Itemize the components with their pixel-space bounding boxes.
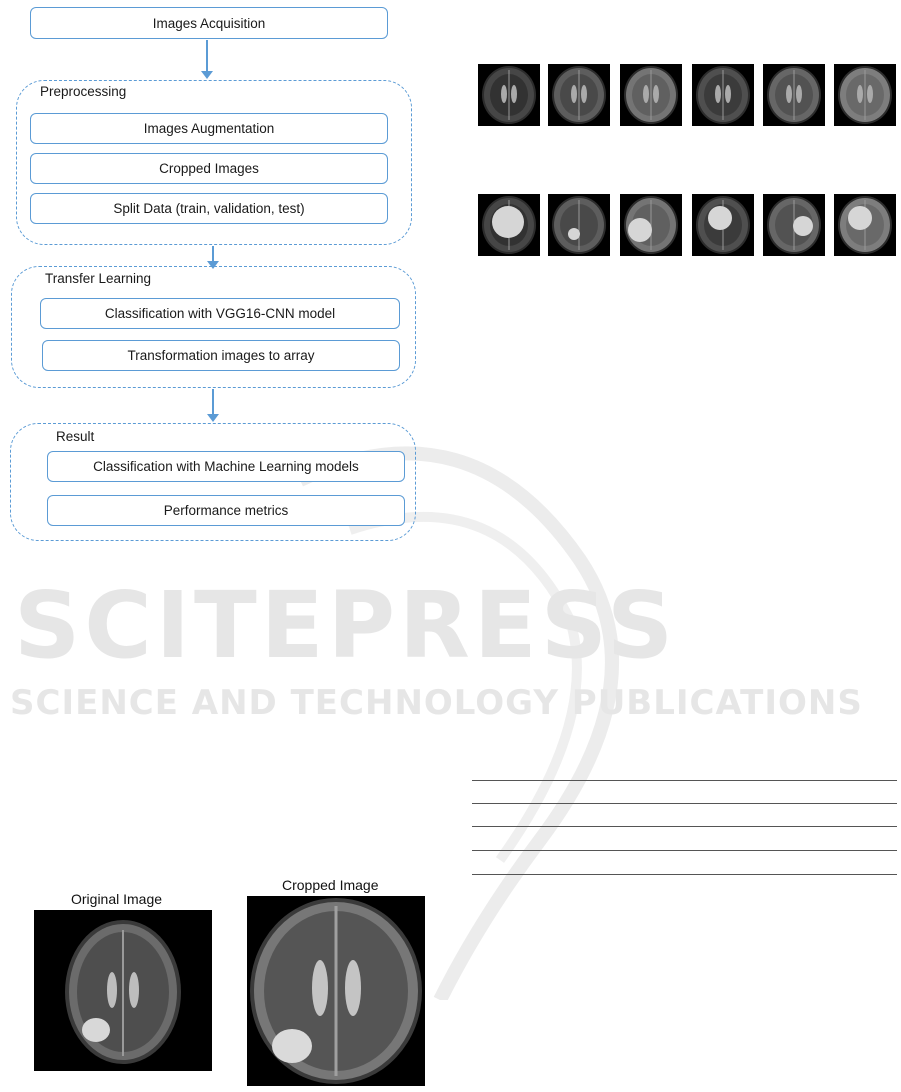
flow-step-transform-to-array: Transformation images to array [42, 340, 400, 371]
table-rule-bottom [472, 874, 897, 875]
flow-arrow-1 [206, 40, 208, 72]
mri-thumbnail-tumor [620, 194, 682, 256]
table-rule [472, 803, 897, 804]
flow-step-images-acquisition: Images Acquisition [30, 7, 388, 39]
flow-arrow-3 [212, 389, 214, 415]
mri-thumbnail-no-tumor [692, 64, 754, 126]
mri-thumbnail-tumor [763, 194, 825, 256]
group-label-result: Result [56, 429, 95, 444]
table-rule [472, 850, 897, 851]
mri-thumbnail-no-tumor [478, 64, 540, 126]
flow-step-performance-metrics: Performance metrics [47, 495, 405, 526]
mri-thumbnail-tumor [834, 194, 896, 256]
flow-step-images-augmentation: Images Augmentation [30, 113, 388, 144]
table-rule-top [472, 780, 897, 781]
mri-thumbnail-no-tumor [548, 64, 610, 126]
mri-thumbnail-tumor [692, 194, 754, 256]
group-label-transfer-learning: Transfer Learning [45, 271, 152, 286]
flow-arrow-2 [212, 246, 214, 262]
original-image-caption: Original Image [71, 891, 163, 907]
mri-thumbnail-tumor [478, 194, 540, 256]
flow-step-split-data: Split Data (train, validation, test) [30, 193, 388, 224]
table-rule [472, 826, 897, 827]
flow-step-vgg16-classification: Classification with VGG16-CNN model [40, 298, 400, 329]
mri-thumbnail-no-tumor [834, 64, 896, 126]
flow-step-ml-classification: Classification with Machine Learning models [47, 451, 405, 482]
group-label-preprocessing: Preprocessing [40, 84, 127, 99]
cropped-mri-image [247, 896, 425, 1086]
mri-thumbnail-no-tumor [763, 64, 825, 126]
watermark-title: SCITEPRESS [14, 572, 678, 679]
mri-thumbnail-no-tumor [620, 64, 682, 126]
watermark-subtitle: SCIENCE AND TECHNOLOGY PUBLICATIONS [10, 683, 863, 723]
cropped-image-caption: Cropped Image [282, 877, 379, 893]
flow-step-cropped-images: Cropped Images [30, 153, 388, 184]
original-mri-image [34, 910, 212, 1071]
mri-thumbnail-tumor [548, 194, 610, 256]
